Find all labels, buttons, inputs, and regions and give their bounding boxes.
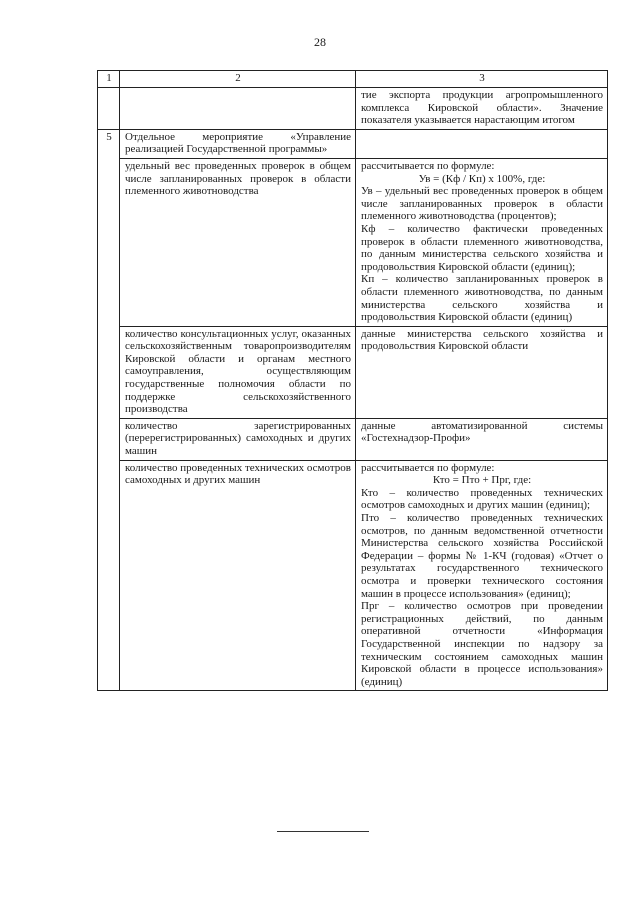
data-source: данные автоматизированной системы «Гостехнадзор-Профи»: [356, 418, 608, 460]
formula-lead: рассчитывается по формуле:: [361, 159, 495, 172]
section-row: [98, 129, 608, 158]
header-col-2: 2: [120, 71, 356, 88]
formula: Кто = Пто + Прг, где:: [432, 474, 532, 487]
section-title: Отдельное мероприятие «Управление реализацией Государственной программы»: [120, 129, 356, 158]
formula: Ув = (Кф / Кп) х 100%, где:: [418, 172, 546, 185]
formula-definition: Пто – количество проведенных технических осмотров, по данным ведомственной отчетности Министерства сельского хозяйства Российской Федерации – формы № 1-КЧ (годовая) «Отчет о результатах государственного технического осмотра и проверки технического состояния машин в процессе использования» (единиц);: [361, 512, 603, 600]
data-source: данные министерства сельского хозяйства и продовольствия Кировской области: [356, 326, 608, 418]
indicator-name: удельный вес проведенных проверок в общем числе запланированных проверок в области племенного животноводства: [120, 158, 356, 326]
indicator-name: количество зарегистрированных (перерегистрированных) самоходных и других машин: [120, 418, 356, 460]
table-row: [98, 158, 608, 326]
calculation-method: [356, 158, 608, 326]
indicators-table: [97, 70, 608, 691]
indicator-name: количество консультационных услуг, оказанных сельскохозяйственным товаропроизводителям Кировской области и органам местного самоуправления, осуществляющим государственные полномочия области по поддержке сельскохозяйственного производства: [120, 326, 356, 418]
page-number: 28: [314, 35, 326, 49]
continuation-text: тие экспорта продукции агропромышленного комплекса Кировской области». Значение показателя указывается нарастающим итогом: [356, 88, 608, 130]
table-row: [98, 460, 608, 691]
indicator-name: количество проведенных технических осмотров самоходных и других машин: [120, 460, 356, 691]
table-row: [98, 418, 608, 460]
table-header-row: [98, 71, 608, 88]
table-row: [98, 326, 608, 418]
header-col-1: 1: [98, 71, 120, 88]
formula-definition: Кп – количество запланированных проверок в области племенного животноводства, по данным министерства сельского хозяйства и продовольствия Кировской области (единиц): [361, 273, 603, 324]
calculation-method: [356, 460, 608, 691]
formula-lead: рассчитывается по формуле:: [361, 461, 495, 474]
formula-definition: Кто – количество проведенных технических осмотров самоходных и других машин (единиц);: [361, 486, 603, 512]
formula-definition: Ув – удельный вес проведенных проверок в общем числе запланированных проверок в области племенного животноводства (процентов);: [361, 185, 603, 223]
formula-definition: Прг – количество осмотров при проведении регистрационных действий, по данным оперативной отчетности «Информация Государственной инспекции по надзору за техническим состоянием самоходных машин Кировской области в процессе использования» (единиц): [361, 600, 603, 688]
footer-divider: [277, 831, 369, 832]
header-col-3: 3: [356, 71, 608, 88]
section-number: 5: [98, 129, 120, 691]
continuation-row: [98, 88, 608, 130]
formula-definition: Кф – количество фактически проведенных проверок в области племенного животноводства, по данным министерства сельского хозяйства и продовольствия Кировской области (единиц);: [361, 222, 603, 273]
